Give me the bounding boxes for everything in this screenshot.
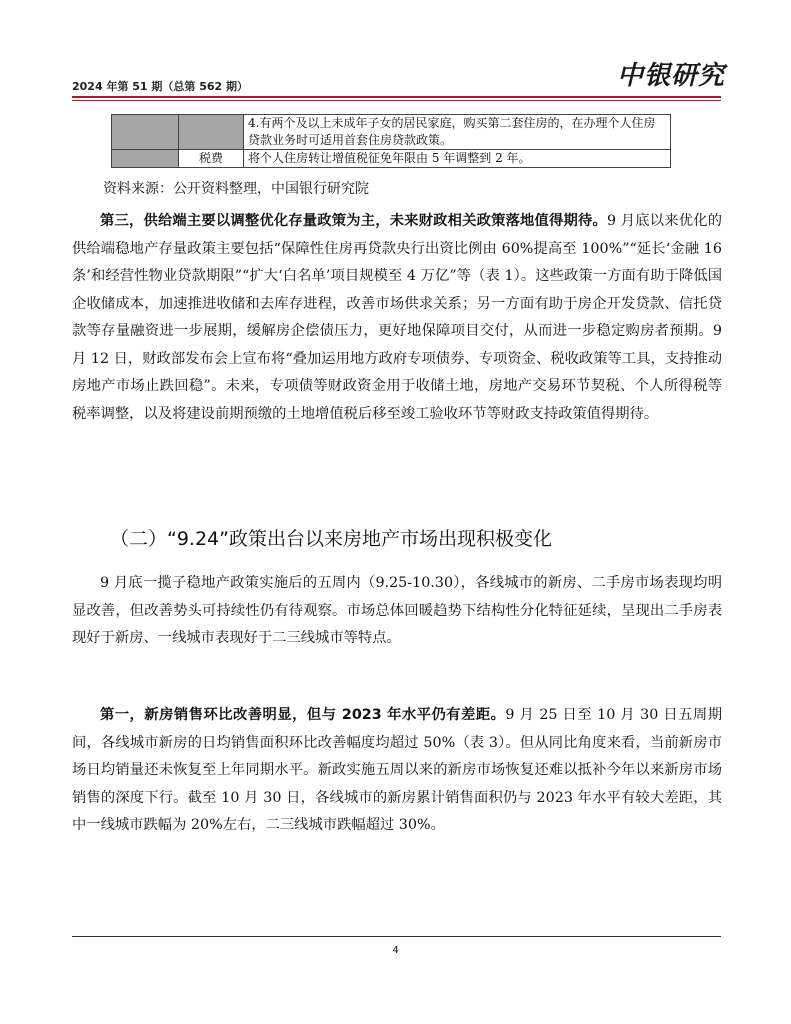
paragraph-market-overview: 9 月底一揽子稳地产政策实施后的五周内（9.25-10.30），各线城市的新房、二手房市场表现均明显改善，但改善势头可持续性仍有待观察。市场总体回暖趋势下结构性分化特征延续，呈现出二手房表现好于新房、一线城市表现好于二三线城市等特点。 (72, 575, 722, 646)
table-cell-policy-text: 4.有两个及以上未成年子女的居民家庭，购买第二套住房的，在办理个人住房贷款业务时可适用首套住房贷款政策。 (244, 115, 671, 150)
section-heading: （二）“9.24”政策出台以来房地产市场出现积极变化 (110, 528, 552, 550)
header-divider-thin (72, 100, 721, 101)
paragraph-supply-policy (72, 208, 722, 428)
paragraph-body: 9 月 25 日至 10 月 30 日五周期间，各线城市新房的日均销售面积环比改善幅度均超过 50%（表 3）。但从同比角度来看，当前新房市场日均销量还未恢复至上年同期水平。新政实施五周以来的新房市场恢复还难以抵补今年以来新房市场销售的深度下行。截至 10 月 30 日，各线城市的新房累计销售面积仍与 2023 年水平有较大差距，其中一线城市跌幅为 20%左右，二三线城市跌幅超过 30%。 (72, 707, 723, 833)
table-cell-category (112, 115, 179, 150)
table-cell-tax-label: 税费 (179, 150, 244, 168)
header-divider (72, 96, 721, 98)
paragraph-lead: 第三，供给端主要以调整优化存量政策为主，未来财政相关政策落地值得期待。 (100, 213, 607, 229)
table-cell-category (112, 150, 179, 168)
policy-table (111, 114, 671, 168)
paragraph-body: 9 月底以来优化的供给端稳地产存量政策主要包括“保障性住房再贷款央行出资比例由 60%提高至 100%”“延长‘金融 16 条’和经营性物业贷款期限”“扩大‘白名单’项目规模至 4 万亿”等（表 1）。这些政策一方面有助于降低国企收储成本，加速推进收储和去库存进程，改善市场供求关系；另一方面有助于房企开发贷款、信托贷款等存量融资进一步展期，缓解房企偿债压力，更好地保障项目交付，从而进一步稳定购房者预期。9 月 12 日，财政部发布会上宣布将“叠加运用地方政府专项债券、专项资金、税收政策等工具，支持推动房地产市场止跌回稳”。未来，专项债等财政资金用于收储土地，房地产交易环节契税、个人所得税等税率调整，以及将建设前期预缴的土地增值税后移至竣工验收环节等财政支持政策值得期待。 (72, 213, 723, 422)
table-source-note: 资料来源：公开资料整理，中国银行研究院 (103, 181, 369, 197)
issue-label: 2024 年第 51 期（总第 562 期） (72, 80, 249, 93)
table-row (112, 150, 671, 168)
table-cell-subcategory (179, 115, 244, 150)
page-number: 4 (392, 945, 399, 956)
brand-logo: 中银研究 (617, 61, 726, 91)
table-row (112, 115, 671, 150)
paragraph-new-home-sales (72, 702, 722, 840)
table-cell-policy-text: 将个人住房转让增值税征免年限由 5 年调整到 2 年。 (244, 150, 671, 168)
paragraph-lead: 第一，新房销售环比改善明显，但与 2023 年水平仍有差距。 (100, 707, 506, 723)
footer-divider (72, 936, 721, 937)
